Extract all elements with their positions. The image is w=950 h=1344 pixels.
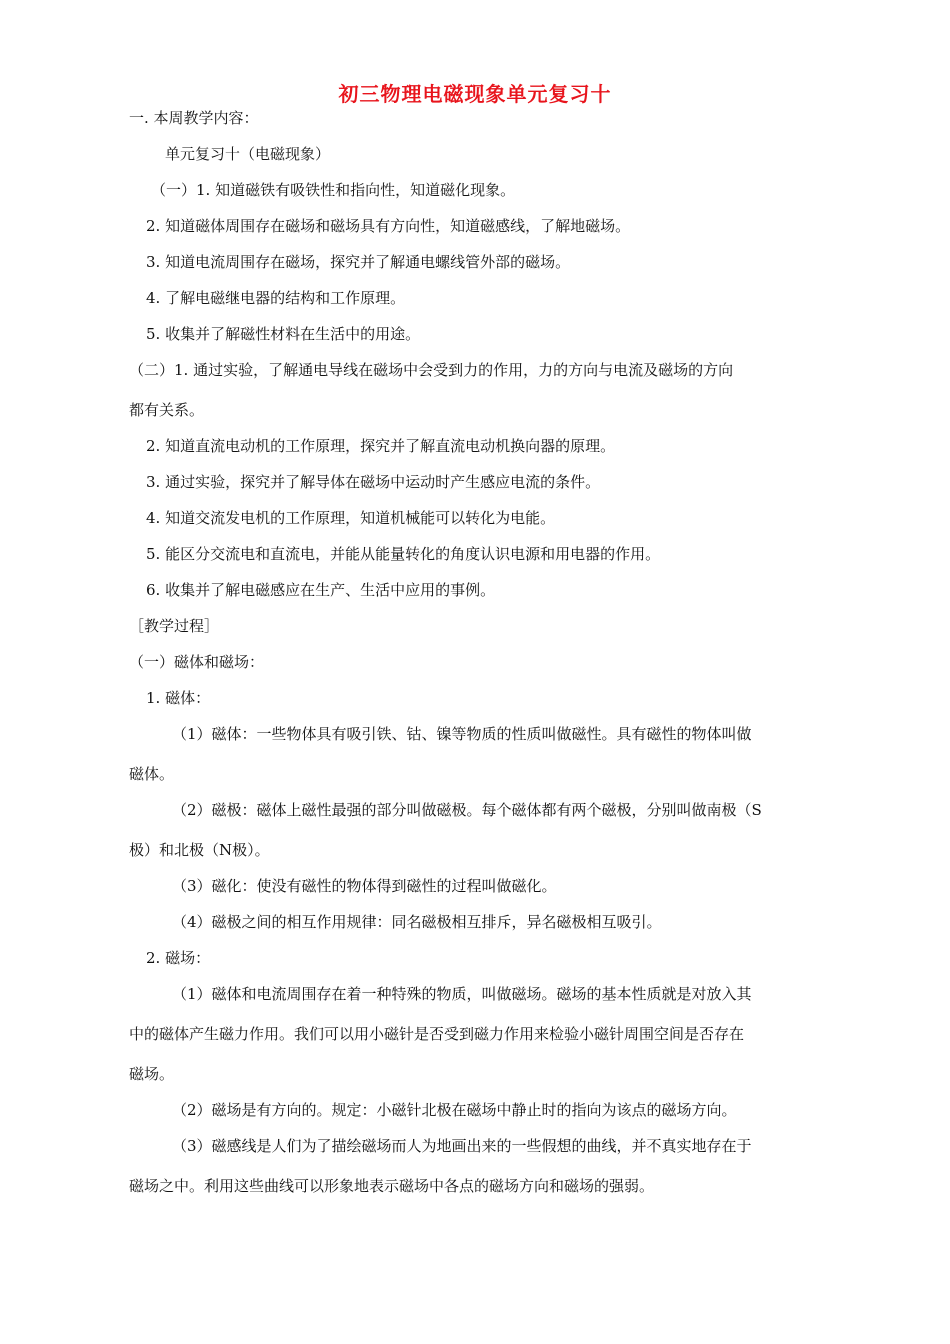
goal-line: 5. 收集并了解磁性材料在生活中的用途。	[146, 325, 421, 343]
subsection-heading: （一）磁体和磁场：	[129, 653, 265, 671]
body-line: （1）磁体和电流周围存在着一种特殊的物质，叫做磁场。磁场的基本性质就是对放入其	[172, 985, 752, 1003]
goal-line: 6. 收集并了解电磁感应在生产、生活中应用的事例。	[146, 581, 496, 599]
goal-line: 5. 能区分交流电和直流电，并能从能量转化的角度认识电源和用电器的作用。	[146, 545, 661, 563]
goal-line: （二）1. 通过实验，了解通电导线在磁场中会受到力的作用，力的方向与电流及磁场的方向	[129, 361, 734, 379]
subsection-heading: 1. 磁体：	[146, 689, 211, 707]
section-heading: ［教学过程］	[129, 617, 220, 635]
body-line-continued: 极）和北极（N极）。	[129, 841, 270, 859]
goal-line: 4. 知道交流发电机的工作原理，知道机械能可以转化为电能。	[146, 509, 556, 527]
subsection-heading: 2. 磁场：	[146, 949, 211, 967]
body-line-continued: 中的磁体产生磁力作用。我们可以用小磁针是否受到磁力作用来检验小磁针周围空间是否存在	[129, 1025, 745, 1043]
body-line-continued: 磁场之中。利用这些曲线可以形象地表示磁场中各点的磁场方向和磁场的强弱。	[129, 1177, 655, 1195]
body-line-continued: 磁体。	[129, 765, 175, 783]
unit-title: 单元复习十（电磁现象）	[165, 145, 331, 163]
goal-line-continued: 都有关系。	[129, 401, 205, 419]
goal-line: 3. 通过实验，探究并了解导体在磁场中运动时产生感应电流的条件。	[146, 473, 601, 491]
body-line: （4）磁极之间的相互作用规律：同名磁极相互排斥，异名磁极相互吸引。	[172, 913, 662, 931]
page-title: 初三物理电磁现象单元复习十	[338, 82, 612, 106]
body-line-continued: 磁场。	[129, 1065, 175, 1083]
section-heading: 一. 本周教学内容：	[129, 109, 259, 127]
goal-line: 2. 知道直流电动机的工作原理，探究并了解直流电动机换向器的原理。	[146, 437, 616, 455]
goal-line: 2. 知道磁体周围存在磁场和磁场具有方向性，知道磁感线，了解地磁场。	[146, 217, 631, 235]
body-line: （3）磁感线是人们为了描绘磁场而人为地画出来的一些假想的曲线，并不真实地存在于	[172, 1137, 752, 1155]
body-line: （2）磁场是有方向的。规定：小磁针北极在磁场中静止时的指向为该点的磁场方向。	[172, 1101, 737, 1119]
goal-line: 4. 了解电磁继电器的结构和工作原理。	[146, 289, 406, 307]
body-line: （2）磁极：磁体上磁性最强的部分叫做磁极。每个磁体都有两个磁极，分别叫做南极（S	[172, 801, 762, 819]
body-line: （3）磁化：使没有磁性的物体得到磁性的过程叫做磁化。	[172, 877, 557, 895]
body-line: （1）磁体：一些物体具有吸引铁、钴、镍等物质的性质叫做磁性。具有磁性的物体叫做	[172, 725, 752, 743]
goal-line: 3. 知道电流周围存在磁场，探究并了解通电螺线管外部的磁场。	[146, 253, 571, 271]
goal-line: （一）1. 知道磁铁有吸铁性和指向性，知道磁化现象。	[151, 181, 516, 199]
